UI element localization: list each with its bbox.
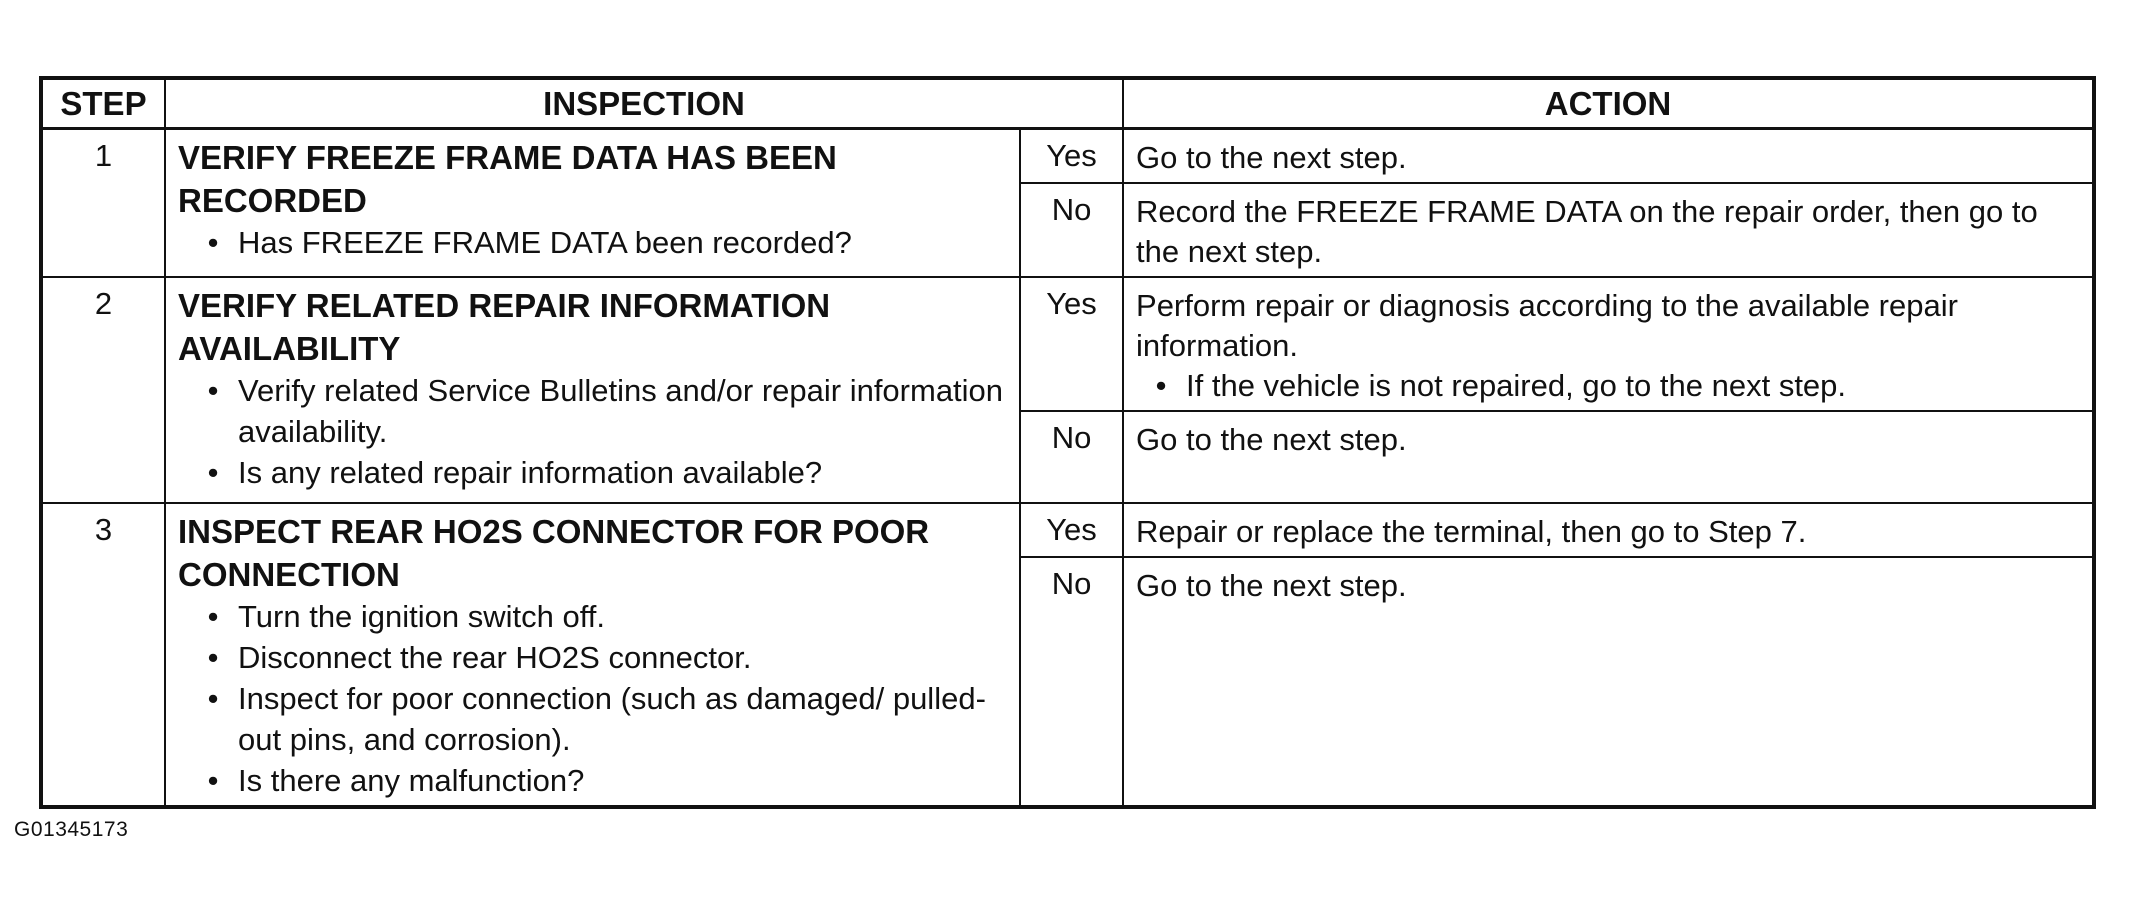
step-number: 1 (41, 129, 165, 278)
header-inspection: INSPECTION (165, 78, 1123, 129)
bullet-icon: • (207, 681, 219, 716)
yes-action: Go to the next step. (1123, 129, 2094, 184)
bullet-icon: • (207, 640, 219, 675)
inspection-bullet (198, 760, 1011, 801)
inspection-bullet (198, 222, 1011, 263)
inspection-cell (165, 503, 1020, 807)
bullet-icon: • (1155, 368, 1167, 403)
bullet-icon: • (207, 599, 219, 634)
action-bullets (1136, 366, 2082, 406)
yes-action: Repair or replace the terminal, then go to Step 7. (1123, 503, 2094, 557)
inspection-bullets (178, 222, 1011, 263)
inspection-bullet (198, 370, 1011, 452)
inspection-bullet (198, 452, 1011, 493)
inspection-bullet (198, 596, 1011, 637)
header-row (41, 78, 2094, 129)
bullet-text: Has FREEZE FRAME DATA been recorded? (238, 225, 852, 260)
no-label: No (1020, 557, 1123, 807)
bullet-icon: • (207, 373, 219, 408)
bullet-text: Disconnect the rear HO2S connector. (238, 640, 752, 675)
inspection-title: INSPECT REAR HO2S CONNECTOR FOR POOR CONNECTION (178, 513, 930, 593)
yes-label: Yes (1020, 277, 1123, 411)
inspection-cell (165, 129, 1020, 278)
bullet-text: Is any related repair information available? (238, 455, 823, 490)
yes-action: Perform repair or diagnosis according to the available repair information. (1136, 288, 1958, 363)
inspection-bullet (198, 678, 1011, 760)
step-number: 3 (41, 503, 165, 807)
step-number: 2 (41, 277, 165, 503)
bullet-text: Is there any malfunction? (238, 763, 585, 798)
inspection-cell (165, 277, 1020, 503)
figure-id: G01345173 (14, 818, 129, 841)
bullet-text: Turn the ignition switch off. (238, 599, 606, 634)
bullet-text: If the vehicle is not repaired, go to the next step. (1186, 368, 1847, 403)
no-action: Go to the next step. (1123, 411, 2094, 503)
diagnostic-procedure-table (39, 76, 2096, 809)
bullet-text: Verify related Service Bulletins and/or repair information availability. (238, 373, 1004, 449)
action-bullet (1146, 366, 2082, 406)
bullet-text: Inspect for poor connection (such as damaged/ pulled-out pins, and corrosion). (238, 681, 986, 757)
step-2-yes-row (41, 277, 2094, 411)
header-action: ACTION (1123, 78, 2094, 129)
no-label: No (1020, 411, 1123, 503)
bullet-icon: • (207, 455, 219, 490)
inspection-bullets (178, 370, 1011, 493)
step-1-yes-row (41, 129, 2094, 184)
yes-action-cell (1123, 277, 2094, 411)
inspection-bullets (178, 596, 1011, 801)
bullet-icon: • (207, 763, 219, 798)
no-action: Go to the next step. (1123, 557, 2094, 807)
yes-label: Yes (1020, 129, 1123, 184)
header-step: STEP (41, 78, 165, 129)
inspection-title: VERIFY RELATED REPAIR INFORMATION AVAILABILITY (178, 287, 831, 367)
inspection-title: VERIFY FREEZE FRAME DATA HAS BEEN RECORDED (178, 139, 837, 219)
step-3-yes-row (41, 503, 2094, 557)
no-action: Record the FREEZE FRAME DATA on the repair order, then go to the next step. (1123, 183, 2094, 277)
inspection-bullet (198, 637, 1011, 678)
no-label: No (1020, 183, 1123, 277)
yes-label: Yes (1020, 503, 1123, 557)
bullet-icon: • (207, 225, 219, 260)
